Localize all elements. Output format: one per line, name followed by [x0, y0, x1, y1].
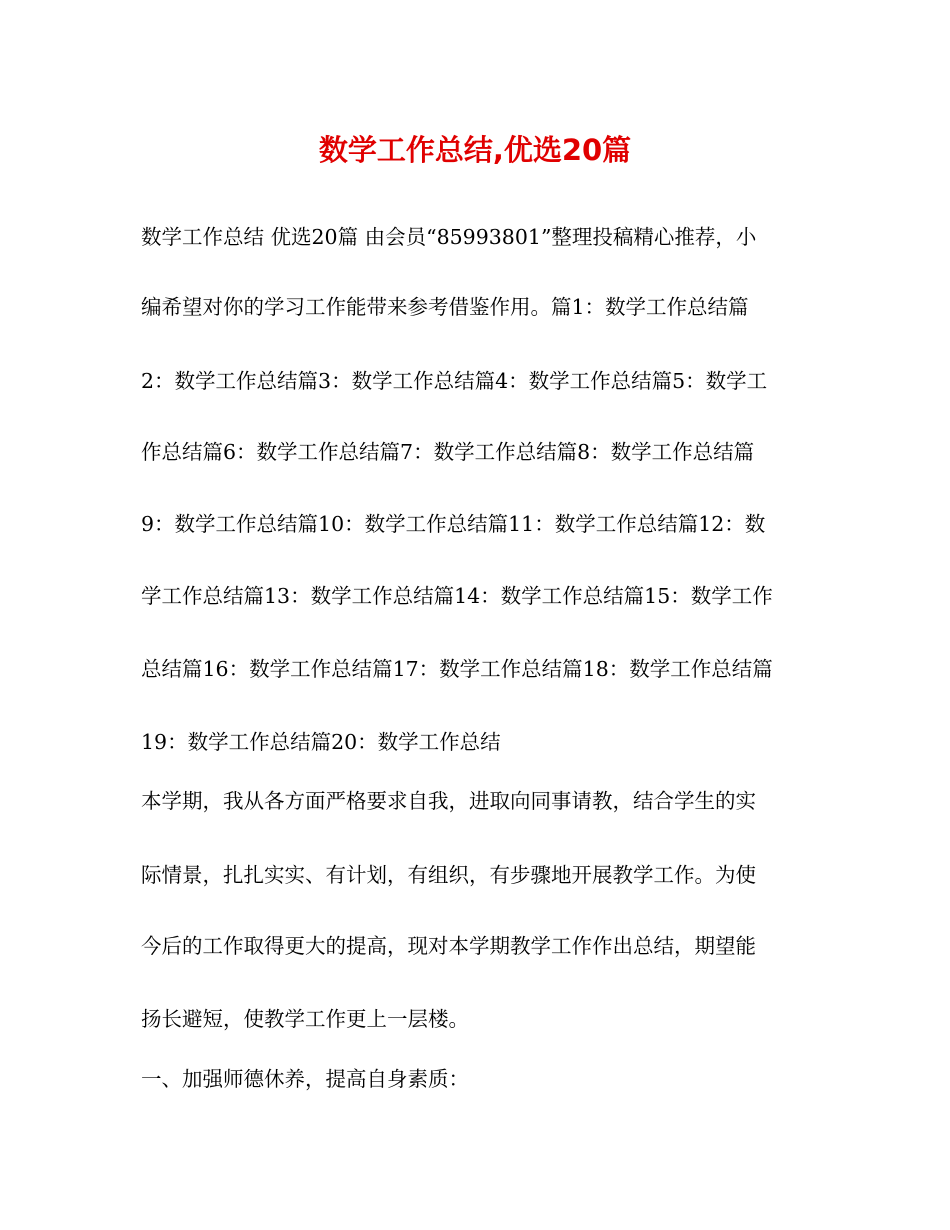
text-line-5: 9：数学工作总结篇10：数学工作总结篇11：数学工作总结篇12：数 [141, 512, 766, 536]
text-line-1: 数学工作总结 优选20篇 由会员“85993801”整理投稿精心推荐，小 [141, 225, 757, 249]
text-line-8: 19：数学工作总结篇20：数学工作总结 [141, 730, 501, 754]
text-line-6: 学工作总结篇13：数学工作总结篇14：数学工作总结篇15：数学工作 [141, 584, 773, 608]
section-heading: 一、加强师德休养，提高自身素质： [141, 1067, 469, 1091]
text-line-2: 编希望对你的学习工作能带来参考借鉴作用。篇1：数学工作总结篇 [141, 295, 749, 319]
text-line-9: 本学期，我从各方面严格要求自我，进取向同事请教，结合学生的实 [141, 789, 756, 813]
text-line-4: 作总结篇6：数学工作总结篇7：数学工作总结篇8：数学工作总结篇 [141, 440, 755, 464]
text-line-11: 今后的工作取得更大的提高，现对本学期教学工作作出总结，期望能 [141, 934, 756, 958]
text-line-3: 2：数学工作总结篇3：数学工作总结篇4：数学工作总结篇5：数学工 [141, 369, 768, 393]
text-line-7: 总结篇16：数学工作总结篇17：数学工作总结篇18：数学工作总结篇 [141, 657, 773, 681]
document-title: 数学工作总结,优选20篇 [318, 133, 632, 167]
text-line-12: 扬长避短，使教学工作更上一层楼。 [141, 1007, 469, 1031]
text-line-10: 际情景，扎扎实实、有计划，有组织，有步骤地开展教学工作。为使 [141, 863, 756, 887]
